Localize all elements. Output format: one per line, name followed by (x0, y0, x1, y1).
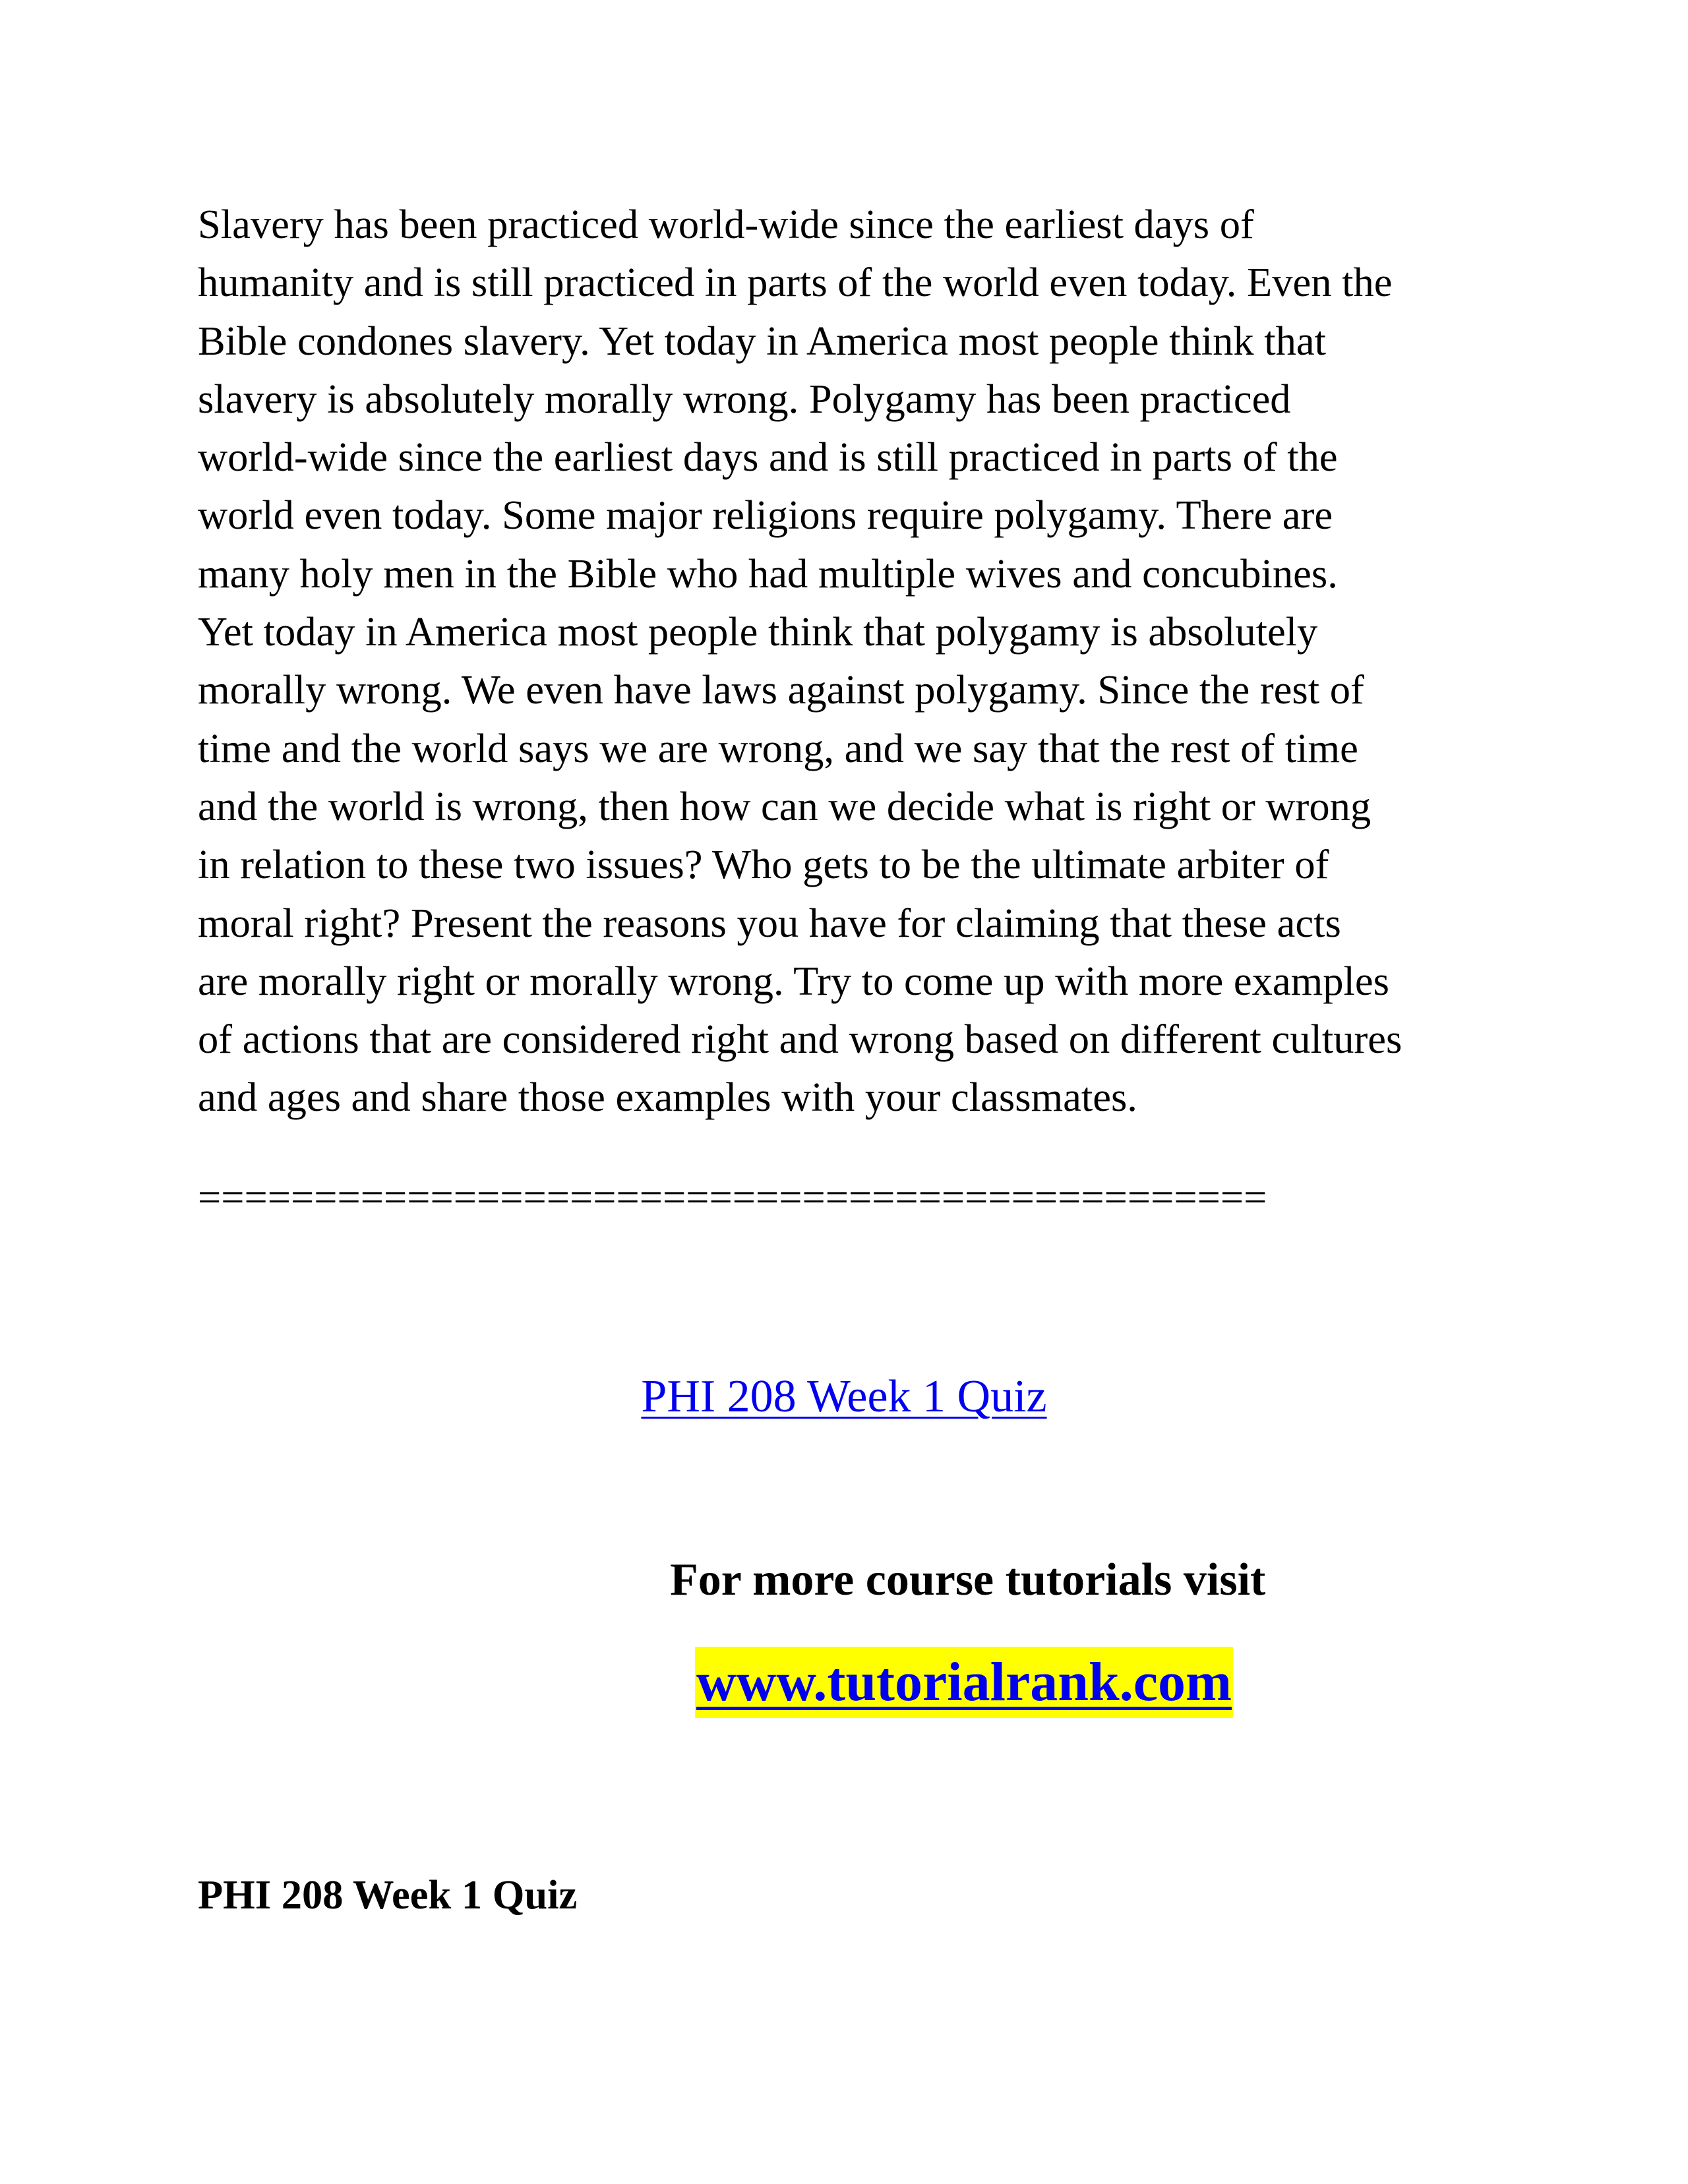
quiz-link[interactable]: PHI 208 Week 1 Quiz (641, 1371, 1047, 1422)
body-line: slavery is absolutely morally wrong. Polygamy has been practiced (198, 375, 1291, 422)
body-line: and the world is wrong, then how can we decide what is right or wrong (198, 782, 1372, 829)
body-line: morally wrong. We even have laws against polygamy. Since the rest of (198, 666, 1364, 713)
section-title: PHI 208 Week 1 Quiz (198, 1872, 578, 1918)
body-line: moral right? Present the reasons you have for claiming that these acts (198, 899, 1341, 946)
body-paragraph (198, 195, 1510, 1127)
body-line: Slavery has been practiced world-wide since the earliest days of (198, 201, 1254, 247)
promo-url-highlight (695, 1647, 1233, 1718)
body-line: of actions that are considered right and wrong based on different cultures (198, 1016, 1402, 1063)
body-line: world-wide since the earliest days and is still practiced in parts of the (198, 434, 1338, 481)
body-line: and ages and share those examples with your classmates. (198, 1074, 1137, 1121)
body-line: in relation to these two issues? Who gets to be the ultimate arbiter of (198, 841, 1329, 888)
promo-heading: For more course tutorials visit (670, 1554, 1266, 1605)
body-line: Bible condones slavery. Yet today in America most people think that (198, 317, 1326, 364)
body-line: Yet today in America most people think that polygamy is absolutely (198, 608, 1318, 655)
separator-line: ============================================== (198, 1174, 1267, 1220)
promo-url-link[interactable]: www.tutorialrank.com (696, 1651, 1232, 1713)
body-line: time and the world says we are wrong, and we say that the rest of time (198, 724, 1358, 771)
body-line: many holy men in the Bible who had multiple wives and concubines. (198, 550, 1338, 597)
body-line: humanity and is still practiced in parts of the world even today. Even the (198, 259, 1393, 306)
body-line: world even today. Some major religions require polygamy. There are (198, 492, 1333, 539)
body-line: are morally right or morally wrong. Try to come up with more examples (198, 957, 1389, 1004)
quiz-link-container (0, 1367, 1688, 1427)
